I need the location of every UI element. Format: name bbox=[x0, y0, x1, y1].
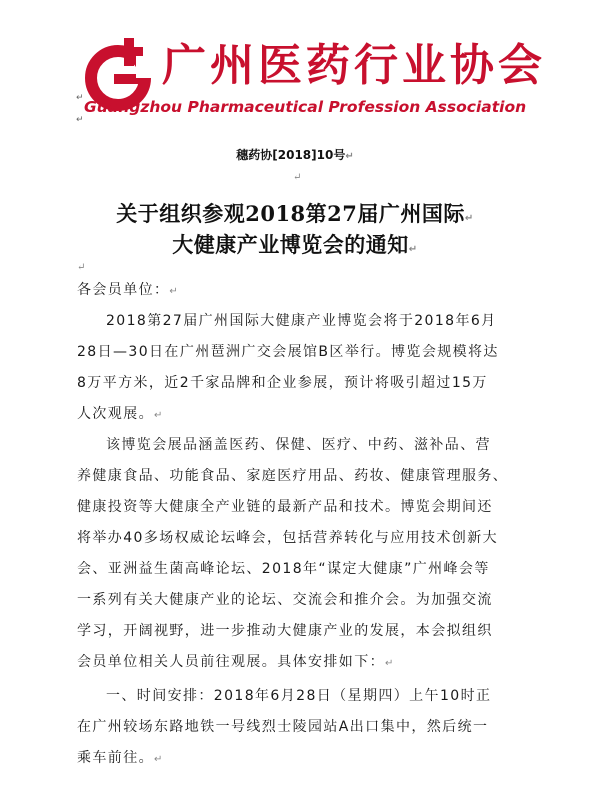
body-line-text: 8万平方米，近2千家品牌和企业参展，预计将吸引超过15万 bbox=[77, 375, 488, 391]
org-name-en: Guangzhou Pharmaceutical Profession Association bbox=[84, 98, 527, 116]
body-line-text: 一系列有关大健康产业的论坛、交流会和推介会。为加强交流 bbox=[77, 592, 493, 608]
document-number: 穗药协[2018]10号↵ bbox=[236, 148, 354, 162]
body-line bbox=[77, 527, 498, 547]
body-line: 人次观展。↵ bbox=[77, 406, 164, 422]
body-line bbox=[77, 620, 493, 640]
title-line-2-text: 大健康产业博览会的通知 bbox=[172, 232, 409, 257]
body-line-text: 养健康食品、功能食品、家庭医疗用品、药妆、健康管理服务、 bbox=[77, 468, 509, 484]
body-line-text: 28日—30日在广州琶洲广交会展馆B区举行。博览会规模将达 bbox=[77, 344, 499, 360]
salutation-text: 各会员单位： bbox=[77, 282, 170, 298]
salutation: 各会员单位：↵ bbox=[77, 282, 180, 298]
body-line-text: 该博览会展品涵盖医药、保健、医疗、中药、滋补品、营 bbox=[106, 437, 491, 453]
body-line-text: 一、时间安排：2018年6月28日（星期四）上午10时正 bbox=[106, 688, 492, 704]
body-line-text: 会员单位相关人员前往观展。具体安排如下： bbox=[77, 654, 385, 670]
body-line-text: 乘车前往。 bbox=[77, 750, 154, 766]
title-line-1: 关于组织参观2018第27届广州国际↵ bbox=[116, 201, 474, 226]
body-line-text: 在广州较场东路地铁一号线烈士陵园站A出口集中，然后统一 bbox=[77, 719, 489, 735]
body-line bbox=[77, 558, 490, 578]
paragraph-mark: ↵ bbox=[293, 172, 302, 183]
paragraph-mark: ↵ bbox=[77, 262, 86, 273]
title-line-1-text: 关于组织参观2018第27届广州国际 bbox=[116, 201, 465, 226]
paragraph-mark: ↵ bbox=[76, 93, 84, 103]
body-line bbox=[77, 716, 488, 736]
document-number-text: 穗药协[2018]10号 bbox=[236, 148, 346, 162]
org-name-cn: 广州医药行业协会 bbox=[162, 40, 546, 91]
paragraph-mark: ↵ bbox=[76, 115, 84, 125]
body-line-text: 会、亚洲益生菌高峰论坛、2018年“谋定大健康”广州峰会等 bbox=[77, 561, 490, 577]
body-line-text: 将举办40多场权威论坛峰会，包括营养转化与应用技术创新大 bbox=[77, 530, 499, 546]
body-line bbox=[106, 434, 491, 454]
body-line-text: 2018第27届广州国际大健康产业博览会将于2018年6月 bbox=[106, 313, 497, 329]
body-line bbox=[77, 589, 493, 609]
body-line-text: 学习，开阔视野，进一步推动大健康产业的发展，本会拟组织 bbox=[77, 623, 493, 639]
body-line bbox=[77, 496, 493, 516]
body-line: 乘车前往。↵ bbox=[77, 750, 164, 766]
body-line bbox=[77, 372, 488, 392]
letterhead bbox=[84, 30, 546, 126]
body-line bbox=[106, 310, 497, 330]
body-line bbox=[77, 465, 508, 485]
title-line-2: 大健康产业博览会的通知↵ bbox=[172, 232, 418, 257]
body-line: 会员单位相关人员前往观展。具体安排如下：↵ bbox=[77, 654, 395, 670]
body-line bbox=[77, 341, 499, 361]
body-line bbox=[106, 685, 491, 705]
body-line-text: 人次观展。 bbox=[77, 406, 154, 422]
body-line-text: 健康投资等大健康全产业链的最新产品和技术。博览会期间还 bbox=[77, 499, 493, 515]
